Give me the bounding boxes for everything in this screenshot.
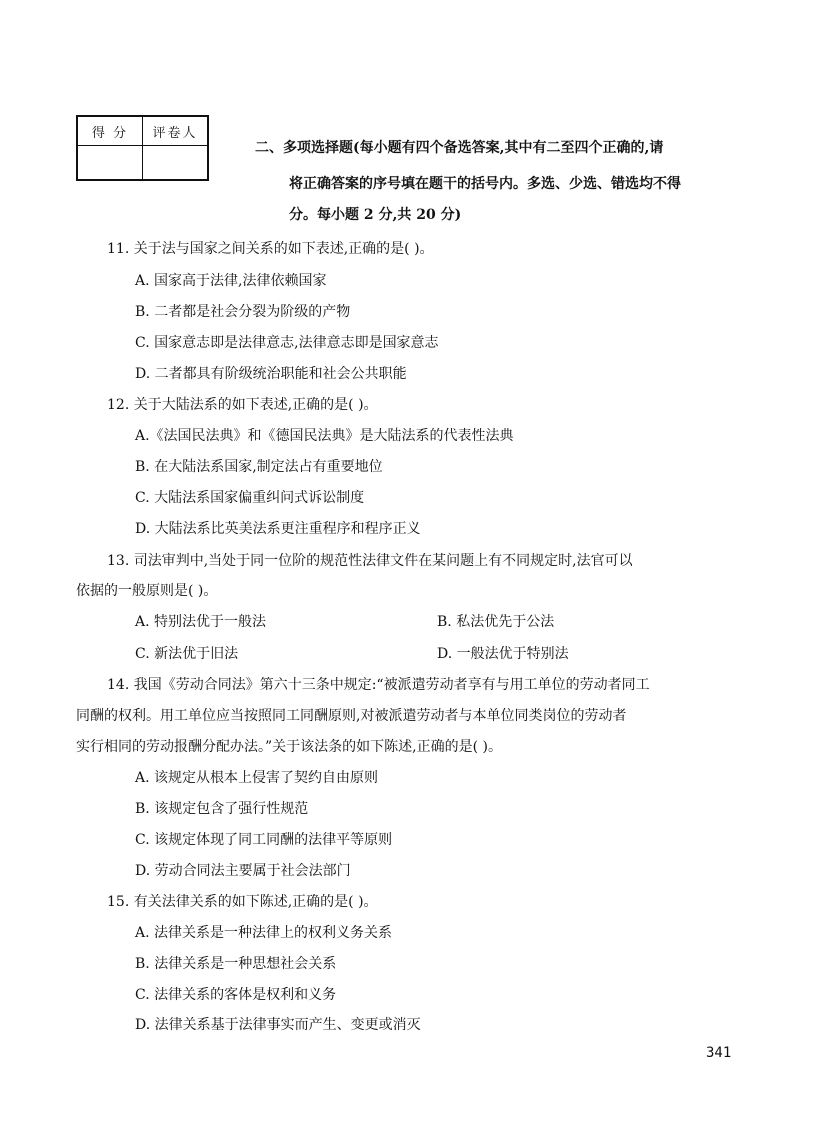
grader-header: 评卷人	[143, 116, 209, 146]
question-11-option-c: C. 国家意志即是法律意志,法律意志即是国家意志	[135, 335, 439, 351]
question-12-option-d: D. 大陆法系比英美法系更注重程序和程序正义	[135, 521, 421, 537]
question-14-stem-line1: 14. 我国《劳动合同法》第六十三条中规定:“被派遣劳动者享有与用工单位的劳动者同工	[107, 677, 650, 693]
section-heading-line1: 二、多项选择题(每小题有四个备选答案,其中有二至四个正确的,请	[255, 140, 664, 156]
page-number: 341	[706, 1045, 732, 1061]
question-13-stem-line2: 依据的一般原则是( )。	[76, 583, 218, 599]
question-14-stem-line2: 同酬的权利。用工单位应当按照同工同酬原则,对被派遣劳动者与本单位同类岗位的劳动者	[76, 708, 627, 724]
question-11-stem: 11. 关于法与国家之间关系的如下表述,正确的是( )。	[107, 241, 434, 257]
grader-cell	[143, 146, 209, 181]
question-15-stem: 15. 有关法律关系的如下陈述,正确的是( )。	[107, 894, 378, 910]
section-heading-line2: 将正确答案的序号填在题干的括号内。多选、少选、错选均不得	[289, 176, 681, 192]
question-11-option-d: D. 二者都具有阶级统治职能和社会公共职能	[135, 366, 407, 382]
question-12-stem: 12. 关于大陆法系的如下表述,正确的是( )。	[107, 397, 378, 413]
question-14-option-b: B. 该规定包含了强行性规范	[135, 801, 309, 817]
question-14-option-d: D. 劳动合同法主要属于社会法部门	[135, 863, 351, 879]
question-14-stem-line3: 实行相同的劳动报酬分配办法。”关于该法条的如下陈述,正确的是( )。	[76, 739, 502, 755]
question-15-option-c: C. 法律关系的客体是权利和义务	[135, 987, 337, 1003]
question-13-option-b: B. 私法优先于公法	[437, 614, 555, 630]
question-13-option-c: C. 新法优于旧法	[135, 646, 239, 662]
question-15-option-b: B. 法律关系是一种思想社会关系	[135, 956, 337, 972]
question-14-option-a: A. 该规定从根本上侵害了契约自由原则	[135, 770, 379, 786]
question-14-option-c: C. 该规定体现了同工同酬的法律平等原则	[135, 832, 393, 848]
section-heading-line3: 分。每小题 2 分,共 20 分)	[289, 207, 462, 223]
question-13-option-a: A. 特别法优于一般法	[135, 614, 267, 630]
question-13-option-d: D. 一般法优于特别法	[437, 646, 569, 662]
score-box	[76, 115, 209, 181]
question-12-option-a: A.《法国民法典》和《德国民法典》是大陆法系的代表性法典	[135, 428, 514, 444]
question-15-option-d: D. 法律关系基于法律事实而产生、变更或消灭	[135, 1017, 421, 1033]
question-13-stem-line1: 13. 司法审判中,当处于同一位阶的规范性法律文件在某问题上有不同规定时,法官可以	[107, 553, 633, 569]
question-11-option-a: A. 国家高于法律,法律依赖国家	[135, 273, 327, 289]
score-header: 得 分	[77, 116, 143, 146]
question-12-option-b: B. 在大陆法系国家,制定法占有重要地位	[135, 459, 383, 475]
score-cell	[77, 146, 143, 181]
question-12-option-c: C. 大陆法系国家偏重纠问式诉讼制度	[135, 490, 365, 506]
question-11-option-b: B. 二者都是社会分裂为阶级的产物	[135, 304, 351, 320]
question-15-option-a: A. 法律关系是一种法律上的权利义务关系	[135, 925, 393, 941]
